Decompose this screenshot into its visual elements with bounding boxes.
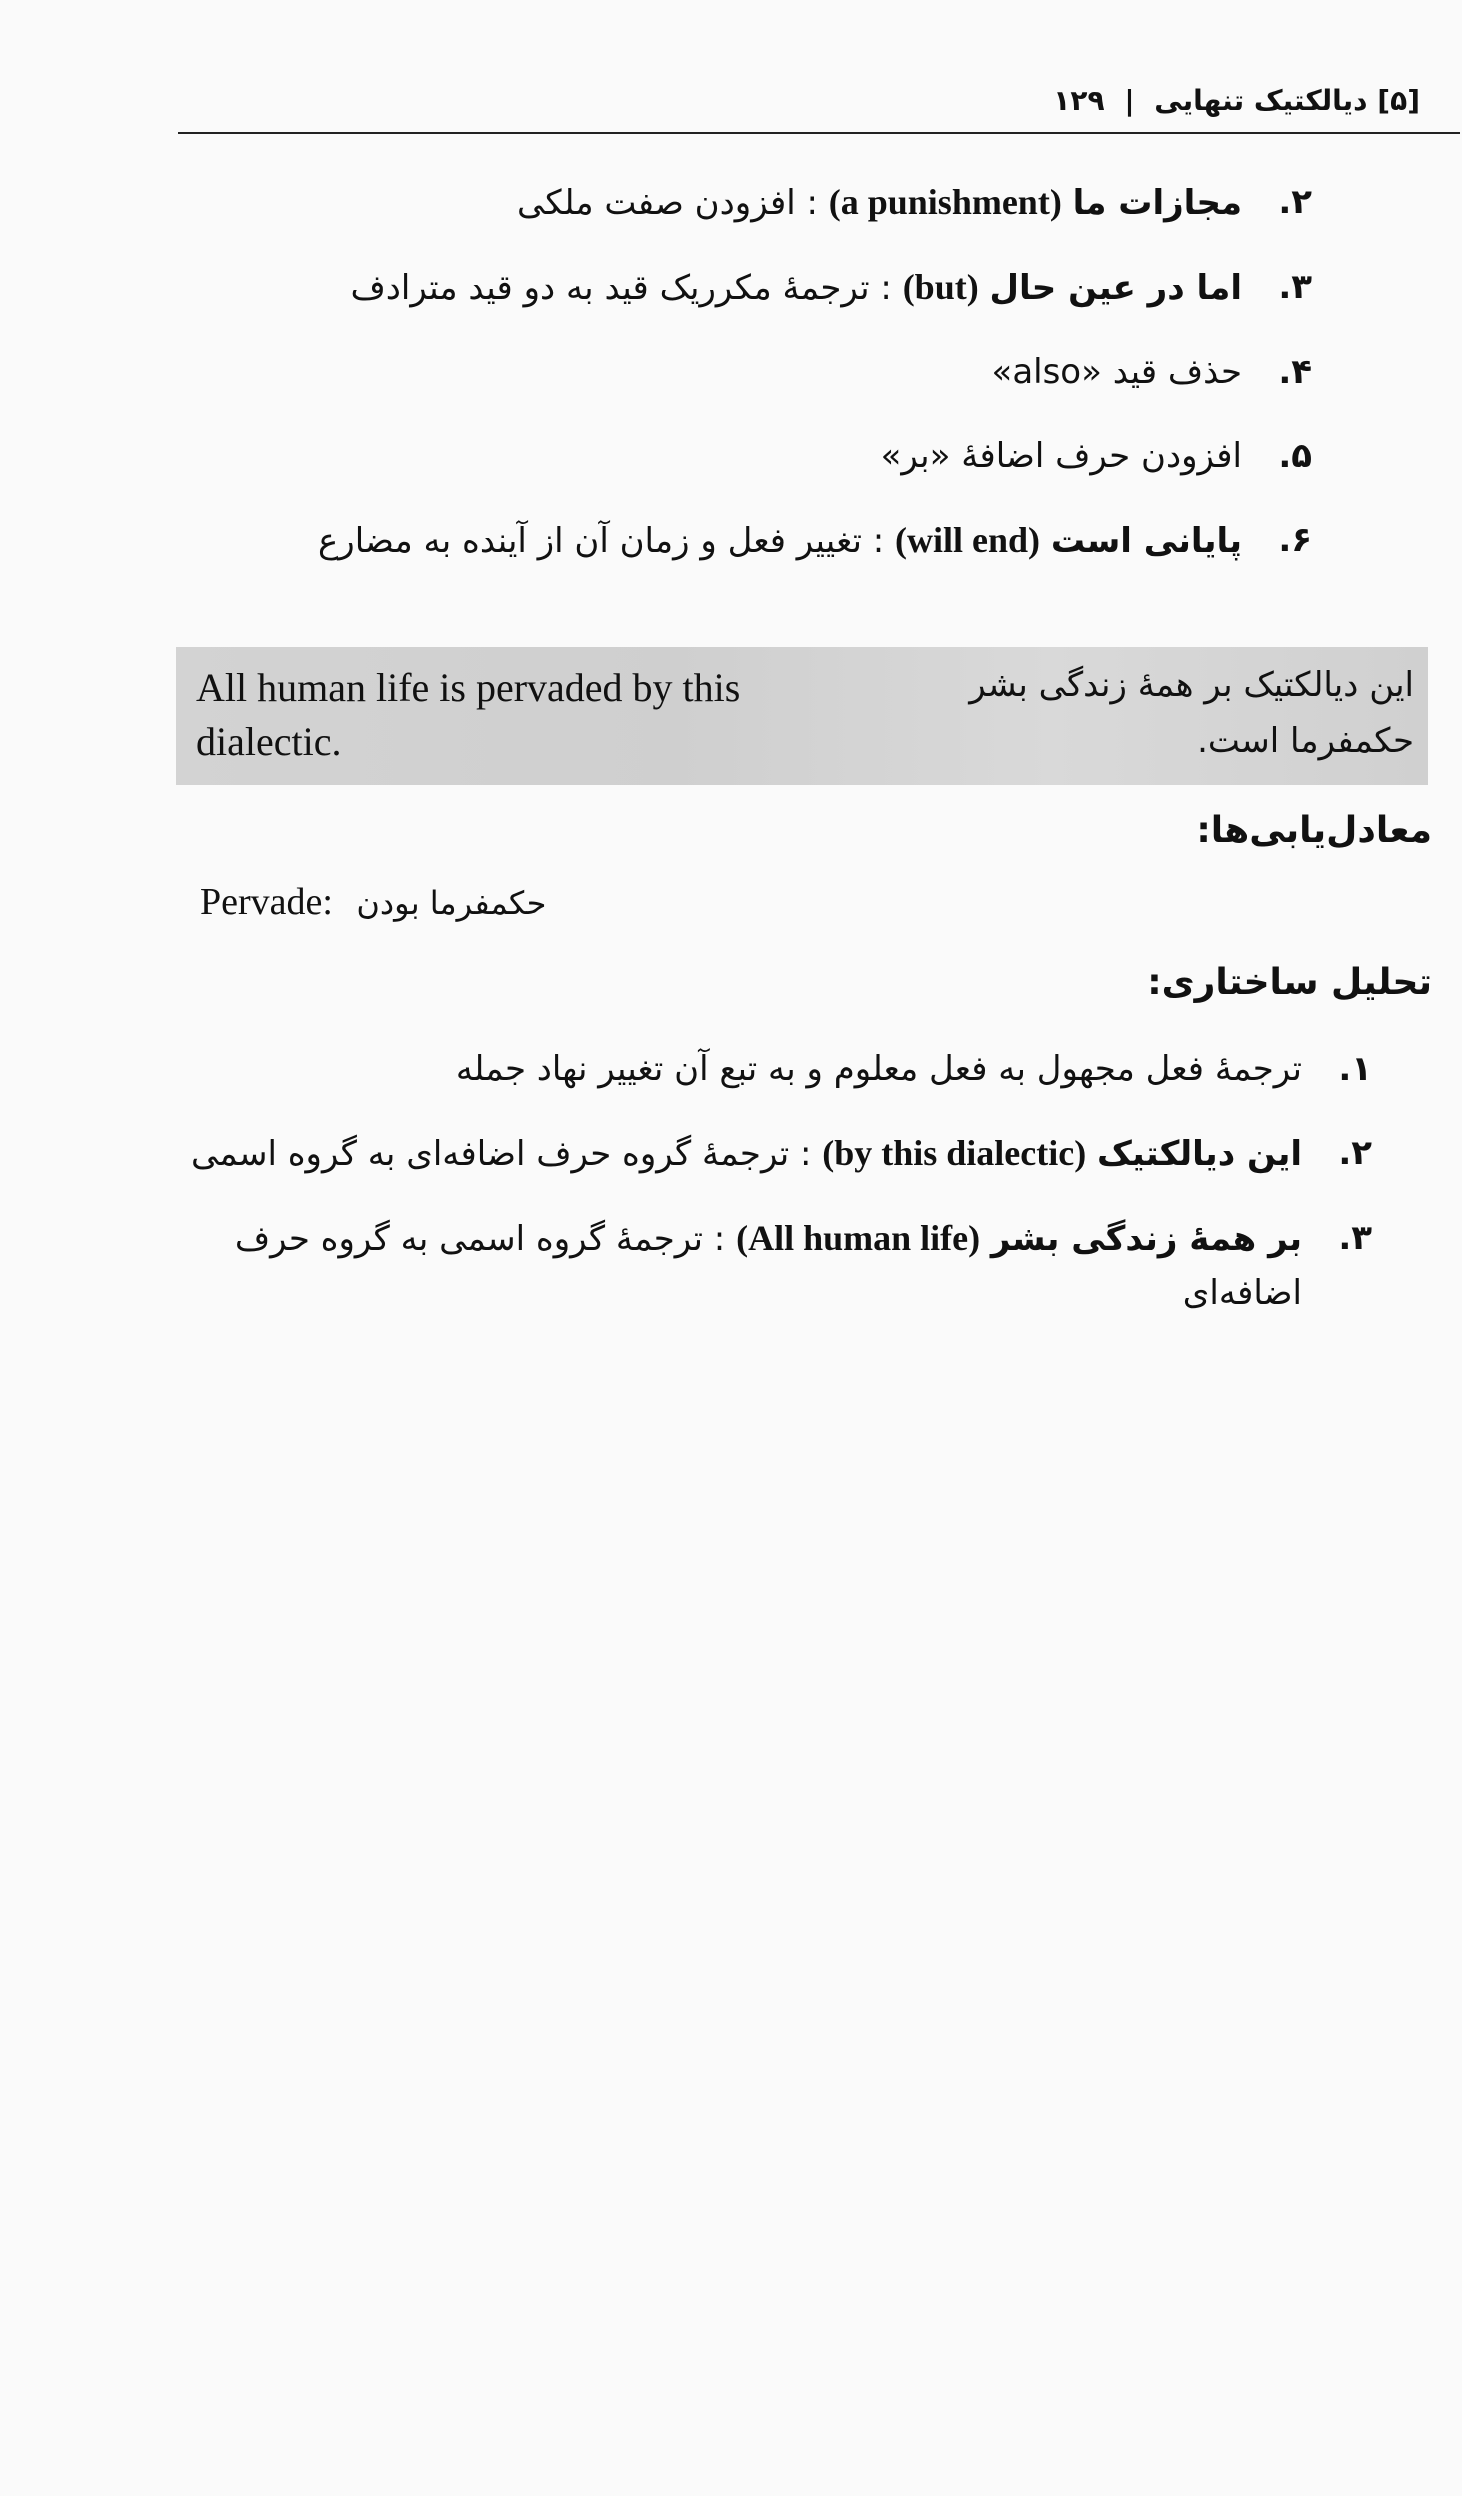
chapter-title: [۵] دیالکتیک تنهایی xyxy=(1154,84,1420,117)
item-number: ۲. xyxy=(1278,182,1312,222)
running-head xyxy=(1053,84,1420,117)
list-item xyxy=(172,1126,1372,1181)
persian-phrase: این دیالکتیک xyxy=(1097,1134,1302,1174)
persian-sentence: این دیالکتیک بر همهٔ زندگی بشر حکمفرما است. xyxy=(969,665,1414,761)
list-item xyxy=(172,1042,1372,1096)
english-phrase: (will end) xyxy=(895,520,1041,560)
list-item xyxy=(282,345,1312,399)
item-number: ۳. xyxy=(1278,267,1312,307)
persian-meaning: حکمفرما بودن xyxy=(356,884,547,922)
list-item xyxy=(282,260,1312,315)
item-number: ۱. xyxy=(1338,1049,1372,1089)
note-text: افزودن حرف اضافهٔ «بر» xyxy=(880,436,1242,476)
note-text: حذف قید «also» xyxy=(991,352,1242,392)
persian-phrase: اما در عین حال xyxy=(989,268,1242,308)
item-number: ۲. xyxy=(1338,1133,1372,1173)
list-item xyxy=(282,429,1312,483)
structural-analysis-list xyxy=(172,1042,1372,1350)
structural-analysis-heading: تحلیل ساختاری: xyxy=(1147,962,1432,1003)
example-sentence-box xyxy=(176,647,1428,785)
english-phrase: (but) xyxy=(902,267,979,307)
note-text: : ترجمهٔ گروه اسمی به گروه حرف اضافه‌ای xyxy=(234,1219,1302,1313)
header-separator: | xyxy=(1124,84,1135,117)
equivalents-heading: معادل‌یابی‌ها: xyxy=(1196,810,1432,851)
note-text: : ترجمهٔ گروه حرف اضافه‌ای به گروه اسمی xyxy=(190,1134,812,1174)
persian-phrase: پایانی است xyxy=(1050,521,1242,561)
translation-notes-list xyxy=(282,175,1312,598)
english-phrase: (All human life) xyxy=(736,1218,981,1258)
item-number: ۴. xyxy=(1278,352,1312,392)
note-text: : تغییر فعل و زمان آن از آینده به مضارع xyxy=(317,521,885,561)
persian-phrase: مجازات ما xyxy=(1072,183,1242,223)
english-term: Pervade: xyxy=(200,881,333,923)
english-phrase: (by this dialectic) xyxy=(822,1133,1087,1173)
english-sentence: All human life is pervaded by this dialectic. xyxy=(196,665,741,764)
page-number: ۱۲۹ xyxy=(1053,84,1105,117)
page-header xyxy=(178,70,1462,140)
item-number: ۵. xyxy=(1278,436,1312,476)
list-item xyxy=(282,175,1312,230)
persian-phrase: بر همهٔ زندگی بشر xyxy=(990,1219,1302,1259)
english-phrase: (a punishment) xyxy=(828,182,1062,222)
note-text: ترجمهٔ فعل مجهول به فعل معلوم و به تبع آن تغییر نهاد جمله xyxy=(455,1049,1302,1089)
header-rule xyxy=(178,132,1460,134)
item-number: ۳. xyxy=(1338,1218,1372,1258)
list-item xyxy=(172,1211,1372,1320)
item-number: ۶. xyxy=(1278,520,1312,560)
equivalent-entry xyxy=(200,880,546,924)
note-text: : افزودن صفت ملکی xyxy=(517,183,818,223)
note-text: : ترجمهٔ مکرریک قید به دو قید مترادف xyxy=(350,268,892,308)
list-item xyxy=(282,513,1312,568)
